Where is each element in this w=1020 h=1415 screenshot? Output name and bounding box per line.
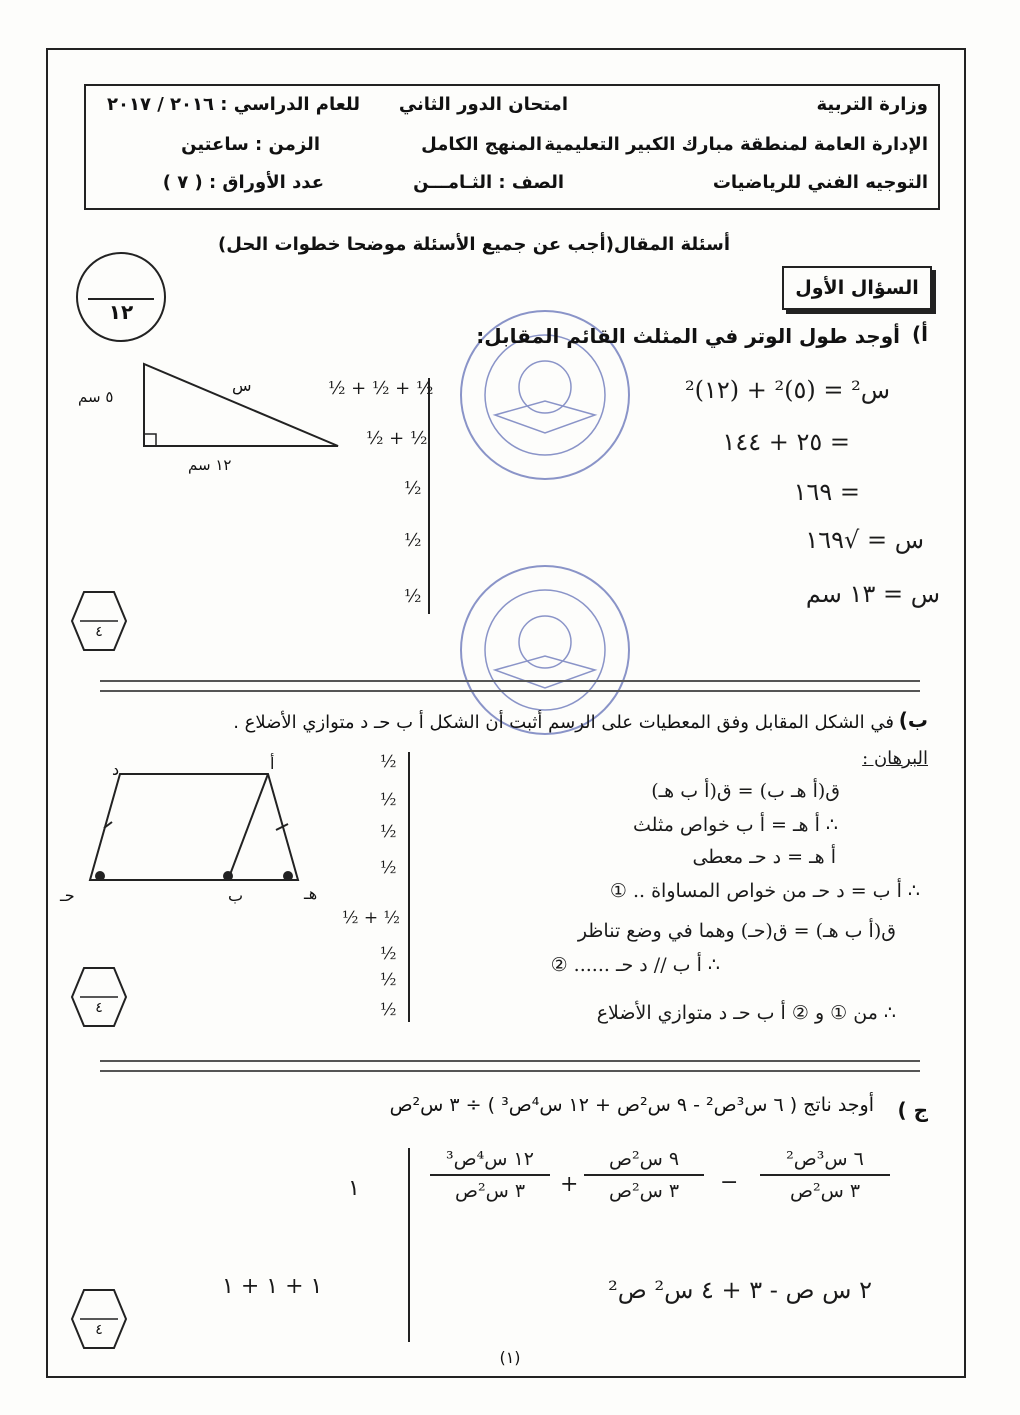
qc-fraction-1: [760, 1148, 890, 1202]
section-title: السؤال الأول: [782, 266, 932, 310]
marks-divider: [428, 378, 430, 614]
hypotenuse-label: س: [232, 376, 252, 395]
mark: ١ + ١ + ١: [222, 1274, 323, 1299]
marks-divider: [408, 752, 410, 1022]
qb-text: في الشكل المقابل وفق المعطيات على الرسم أثبت أن الشكل أ ب حـ د متوازي الأضلاع .: [233, 712, 894, 733]
qa-solution-line: = ١٦٩: [793, 478, 860, 506]
qa-score: ٤: [95, 624, 103, 640]
qb-solution-line: ق(أ هـ ب) = ق(أ ب هـ): [651, 780, 840, 802]
fraction-denominator: ٣ س²ص: [608, 1180, 680, 1202]
mark: ½: [380, 752, 397, 772]
fraction-numerator: ١٢ س⁴ص³: [430, 1148, 550, 1176]
time-label: الزمن : ساعتين: [181, 134, 320, 155]
qa-label: أ): [912, 322, 928, 346]
mark: ½: [380, 1000, 397, 1020]
qb-solution-line: ق(أ ب هـ) = ق(حـ) وهما في وضع تناظر: [577, 920, 896, 942]
qb-solution-line: ∴ أ ب = د حـ من خواص المساواة .. ①: [609, 880, 920, 902]
qa-solution-line: س = ١٣ سم: [805, 580, 940, 608]
mark: ½ + ½: [342, 908, 401, 928]
grade-label: الصف : الثـامـــن: [413, 172, 564, 193]
plus-sign: +: [560, 1172, 579, 1197]
mark: ½: [404, 530, 422, 551]
curriculum-label: المنهج الكامل: [421, 134, 542, 155]
minus-sign: −: [720, 1170, 739, 1195]
qc-result: ٢ س ص - ٣ + ٤ س² ص²: [608, 1276, 872, 1304]
qc-fraction-3: [430, 1148, 550, 1202]
qc-fraction-2: [584, 1148, 704, 1202]
qc-text: أوجد ناتج ( ٦ س³ص² - ٩ س²ص + ١٢ س⁴ص³ ) ÷ ٣ س²ص: [389, 1094, 874, 1116]
pages-label: عدد الأوراق : ( ٧ ): [162, 172, 324, 193]
directorate-label: الإدارة العامة لمنطقة مبارك الكبير التعليمية: [544, 134, 928, 155]
mark: ½: [380, 970, 397, 990]
fraction-denominator: ٣ س²ص: [789, 1180, 861, 1202]
point-a-label: أ: [270, 754, 275, 773]
fraction-denominator: ٣ س²ص: [454, 1180, 526, 1202]
qb-solution-line: ∴ أ هـ = أ ب خواص مثلث: [633, 814, 838, 836]
qc-score: ٤: [95, 1322, 103, 1338]
qa-solution-line: س = √١٦٩: [805, 526, 924, 554]
total-score: ١٢: [108, 300, 134, 324]
mark: ½: [380, 822, 397, 842]
qb-solution-line: ∴ أ ب // د حـ ...... ②: [550, 954, 720, 976]
mark: ½ + ½: [366, 428, 428, 449]
total-score-circle: [76, 252, 166, 342]
side-horizontal-label: ١٢ سم: [188, 456, 232, 474]
point-d-label: د: [112, 760, 120, 779]
separator: [100, 1060, 920, 1072]
score-hexagon: [70, 1288, 128, 1350]
marks-divider: [408, 1148, 410, 1342]
right-triangle-diagram: [138, 358, 348, 453]
year-label: للعام الدراسي : ٢٠١٦ / ٢٠١٧: [106, 94, 360, 115]
mark: ½: [380, 790, 397, 810]
ministry-label: وزارة التربية: [816, 94, 928, 115]
mark: ½: [380, 858, 397, 878]
qb-proof-title: البرهان :: [862, 748, 928, 769]
separator: [100, 680, 920, 692]
mark: ½ + ½ + ½: [328, 378, 434, 399]
parallelogram-diagram: [80, 760, 330, 900]
page-number: (١): [499, 1348, 521, 1367]
qb-solution-line: أ هـ = د حـ معطى: [692, 846, 836, 868]
mark: ½: [404, 478, 422, 499]
mark: ½: [380, 944, 397, 964]
qb-label: ب): [898, 708, 928, 732]
mark: ½: [404, 586, 422, 607]
point-c-label: حـ: [60, 886, 75, 905]
qa-solution-line: س² = (٥)² + (١٢)²: [684, 376, 890, 404]
qa-solution-line: = ٢٥ + ١٤٤: [722, 428, 850, 456]
score-hexagon: [70, 966, 128, 1028]
exam-label: امتحان الدور الثاني: [398, 94, 568, 115]
supervision-label: التوجيه الفني للرياضيات: [712, 172, 928, 193]
point-h-label: هـ: [304, 884, 318, 903]
side-vertical-label: ٥ سم: [78, 388, 114, 406]
mark: ١: [348, 1176, 360, 1201]
qc-label: ج ): [897, 1098, 928, 1122]
instructions: أسئلة المقال(أجب عن جميع الأسئلة موضحا خطوات الحل): [218, 234, 730, 255]
qb-score: ٤: [95, 1000, 103, 1016]
qa-text: أوجد طول الوتر في المثلث القائم المقابل:: [476, 324, 900, 348]
qb-solution-line: ∴ من ① و ② أ ب حـ د متوازي الأضلاع: [596, 1002, 896, 1024]
point-b-label: ب: [228, 886, 244, 905]
fraction-numerator: ٩ س²ص: [584, 1148, 704, 1176]
score-hexagon: [70, 590, 128, 652]
fraction-numerator: ٦ س³ص²: [760, 1148, 890, 1176]
